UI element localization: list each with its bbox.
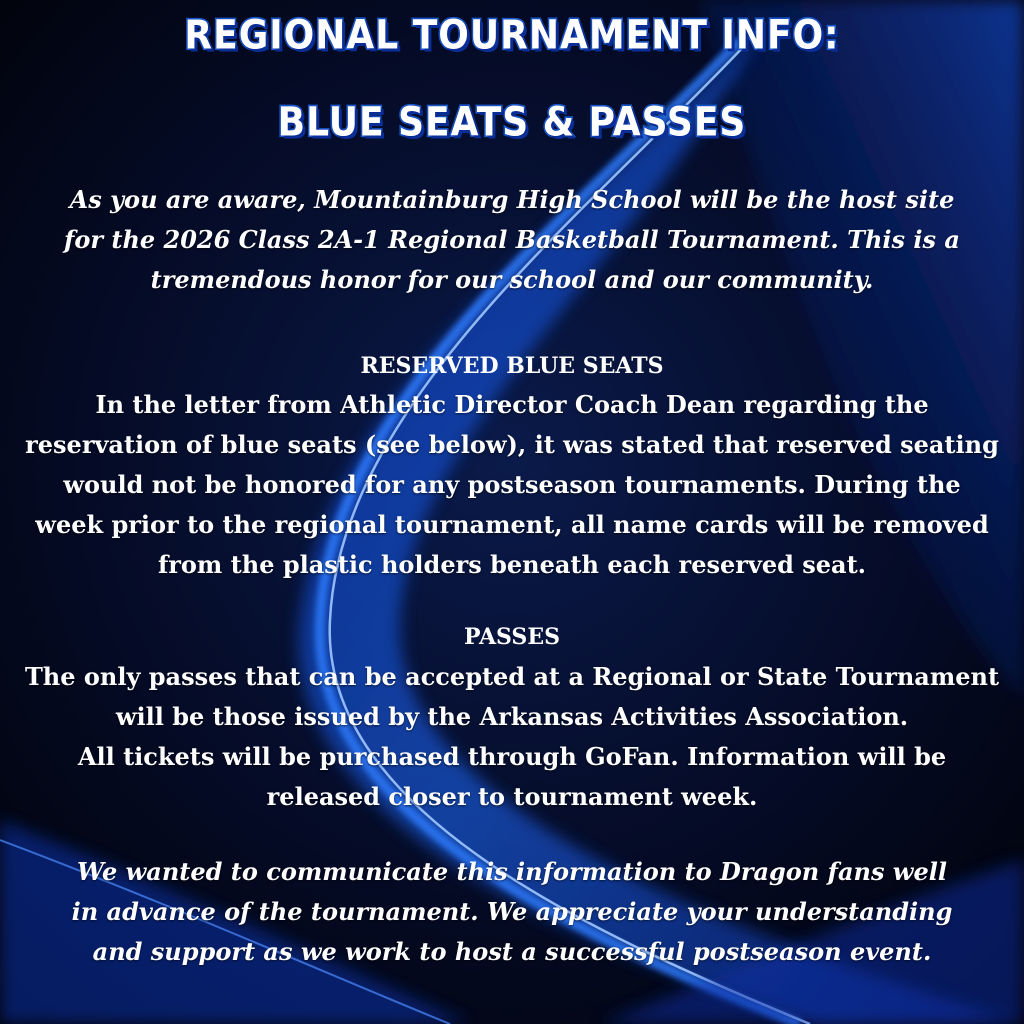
- closing-line: We wanted to communicate this information to Dragon fans well: [77, 857, 947, 886]
- intro-paragraph: [20, 180, 1004, 300]
- reserved-line: week prior to the regional tournament, all name cards will be removed: [35, 510, 989, 539]
- passes-paragraph: [20, 657, 1004, 817]
- closing-line: in advance of the tournament. We appreciate your understanding: [71, 897, 953, 926]
- intro-line: As you are aware, Mountainburg High School will be the host site: [69, 185, 955, 214]
- intro-line: tremendous honor for our school and our community.: [150, 265, 874, 294]
- passes-line: released closer to tournament week.: [266, 782, 758, 811]
- headline-line-2: BLUE SEATS & PASSES: [277, 99, 747, 146]
- reserved-line: would not be honored for any postseason tournaments. During the: [63, 470, 961, 499]
- closing-line: and support as we work to host a successful postseason event.: [92, 937, 932, 966]
- passes-line: The only passes that can be accepted at a Regional or State Tournament: [24, 662, 1000, 691]
- reserved-line: from the plastic holders beneath each reserved seat.: [157, 550, 867, 579]
- headline-line-1: REGIONAL TOURNAMENT INFO:: [184, 12, 840, 59]
- reserved-seats-paragraph: [20, 385, 1004, 585]
- passes-line: will be those issued by the Arkansas Activities Association.: [115, 702, 909, 731]
- passes-heading: PASSES: [464, 624, 560, 650]
- reserved-seats-heading: RESERVED BLUE SEATS: [360, 353, 664, 379]
- passes-line: All tickets will be purchased through GoFan. Information will be: [77, 742, 947, 771]
- reserved-line: In the letter from Athletic Director Coach Dean regarding the: [95, 390, 929, 419]
- intro-line: for the 2026 Class 2A-1 Regional Basketball Tournament. This is a: [64, 225, 960, 254]
- closing-paragraph: [20, 852, 1004, 972]
- reserved-line: reservation of blue seats (see below), it was stated that reserved seating: [25, 430, 999, 459]
